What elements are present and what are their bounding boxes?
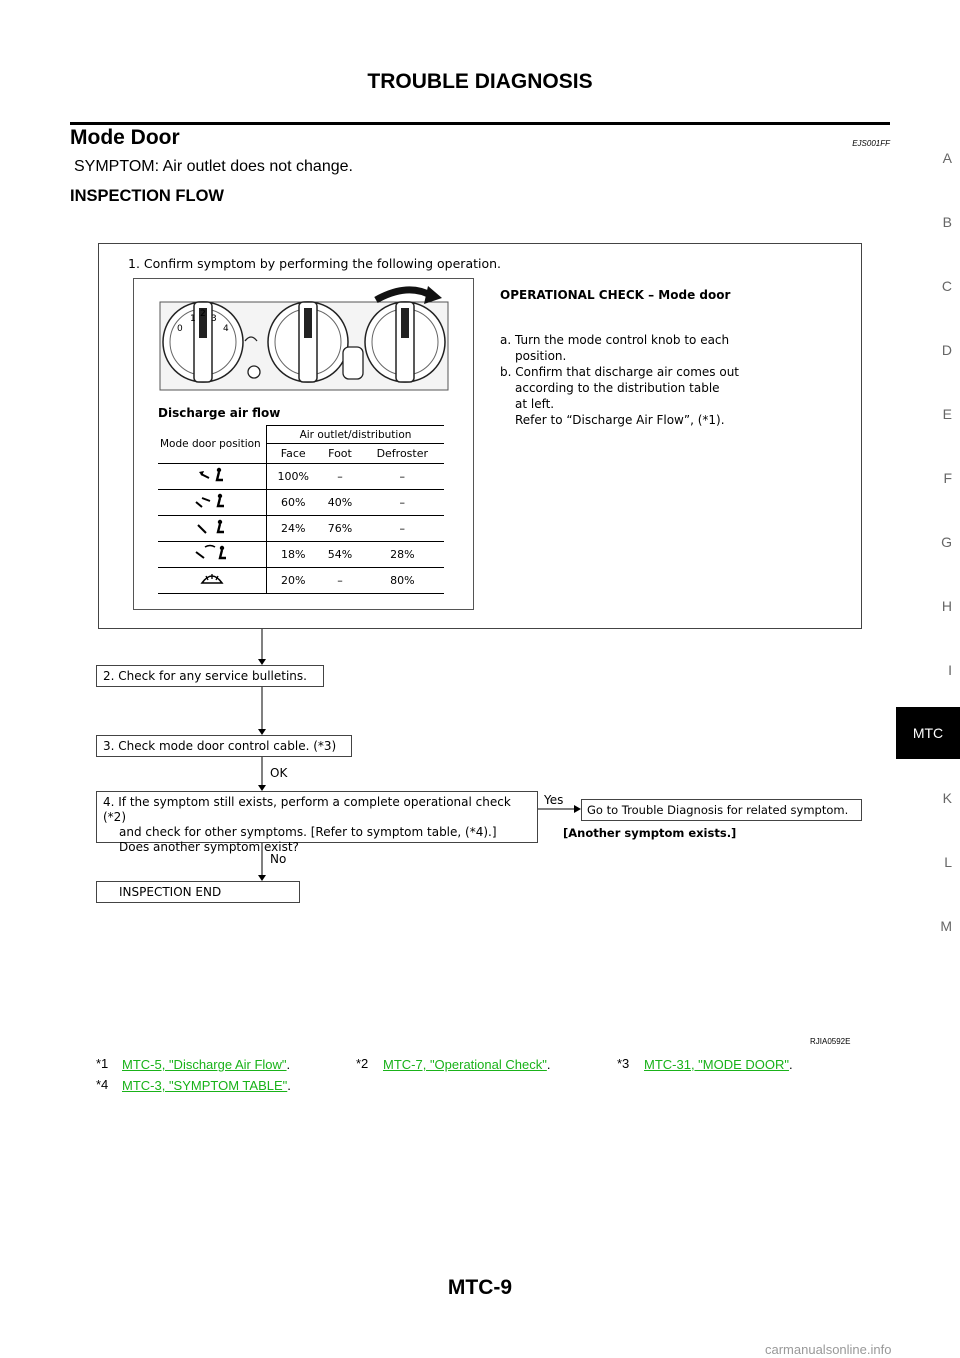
symptom-text: SYMPTOM: Air outlet does not change. xyxy=(74,158,353,175)
footnote-4-label: *4 xyxy=(96,1077,109,1092)
another-symptom-label: [Another symptom exists.] xyxy=(563,826,737,840)
operational-check-title: OPERATIONAL CHECK – Mode door xyxy=(500,288,731,302)
step2-box: 2. Check for any service bulletins. xyxy=(96,665,324,687)
page-number: MTC-9 xyxy=(447,1276,513,1299)
col-face-header: Face xyxy=(267,444,320,464)
footnote-3-label: *3 xyxy=(617,1056,630,1071)
footnote-2: MTC-7, "Operational Check". xyxy=(383,1057,551,1072)
tab-g[interactable]: G xyxy=(941,534,952,550)
section-title: Mode Door xyxy=(70,126,180,149)
tab-c[interactable]: C xyxy=(941,278,952,294)
step3-box: 3. Check mode door control cable. (*3) xyxy=(96,735,352,757)
related-symptom-box: Go to Trouble Diagnosis for related symptom. xyxy=(581,799,862,821)
knob-number-1: 1 xyxy=(190,314,196,324)
footnote-4: MTC-3, "SYMPTOM TABLE". xyxy=(122,1078,291,1093)
knob-number-4: 4 xyxy=(223,324,229,334)
footnote-1-link[interactable]: MTC-5, "Discharge Air Flow" xyxy=(122,1057,287,1072)
tab-e[interactable]: E xyxy=(942,406,952,422)
tab-d[interactable]: D xyxy=(941,342,952,358)
tab-m[interactable]: M xyxy=(940,918,952,934)
table-row: 60% 40% – xyxy=(158,490,444,516)
table-title: Discharge air flow xyxy=(158,406,281,420)
inspection-end-box: INSPECTION END xyxy=(96,881,300,903)
watermark: carmanualsonline.info xyxy=(765,1342,892,1357)
footnote-3-link[interactable]: MTC-31, "MODE DOOR" xyxy=(644,1057,790,1072)
section-code: EJS001FF xyxy=(852,139,890,148)
footnote-1-label: *1 xyxy=(96,1056,109,1071)
tab-a[interactable]: A xyxy=(942,150,952,166)
yes-label: Yes xyxy=(544,793,564,807)
inspection-flow-title: INSPECTION FLOW xyxy=(70,187,224,205)
table-row: 100% – – xyxy=(158,464,444,490)
knob-number-0: 0 xyxy=(177,324,183,334)
operational-check-steps: a. Turn the mode control knob to each position. b. Confirm that discharge air comes out according to the distribution table at left. Refer to “Discharge Air Flow”, (*1). xyxy=(500,333,740,427)
step1-text: 1. Confirm symptom by performing the following operation. xyxy=(128,256,502,271)
figure-code: RJIA0592E xyxy=(810,1037,851,1046)
tab-k[interactable]: K xyxy=(942,790,952,806)
table-row: 20% – 80% xyxy=(158,568,444,594)
col-mode-header: Mode door position xyxy=(158,426,267,464)
footnote-2-label: *2 xyxy=(356,1056,369,1071)
footnote-1: MTC-5, "Discharge Air Flow". xyxy=(122,1057,291,1072)
col-foot-header: Foot xyxy=(319,444,360,464)
no-label: No xyxy=(270,852,287,866)
footnote-4-link[interactable]: MTC-3, "SYMPTOM TABLE" xyxy=(122,1078,288,1093)
footnote-3: MTC-31, "MODE DOOR". xyxy=(644,1057,793,1072)
step4-box: 4. If the symptom still exists, perform a complete operational check (*2) and check for other symptoms. [Refer to symptom table, (*4).] Does another symptom exist? xyxy=(96,791,538,843)
col-group-header: Air outlet/distribution xyxy=(267,426,445,444)
page-title: TROUBLE DIAGNOSIS xyxy=(367,70,593,93)
table-row: 24% 76% – xyxy=(158,516,444,542)
ok-label: OK xyxy=(270,766,288,780)
tab-mtc[interactable]: MTC xyxy=(896,707,960,759)
knob-number-3: 3 xyxy=(211,314,217,324)
knob-number-2: 2 xyxy=(200,309,206,319)
tab-i[interactable]: I xyxy=(948,662,952,678)
col-defroster-header: Defroster xyxy=(361,444,444,464)
tab-l[interactable]: L xyxy=(944,854,952,870)
tab-h[interactable]: H xyxy=(941,598,952,614)
tab-b[interactable]: B xyxy=(942,214,952,230)
tab-f[interactable]: F xyxy=(943,470,952,486)
table-row: 18% 54% 28% xyxy=(158,542,444,568)
footnote-2-link[interactable]: MTC-7, "Operational Check" xyxy=(383,1057,547,1072)
